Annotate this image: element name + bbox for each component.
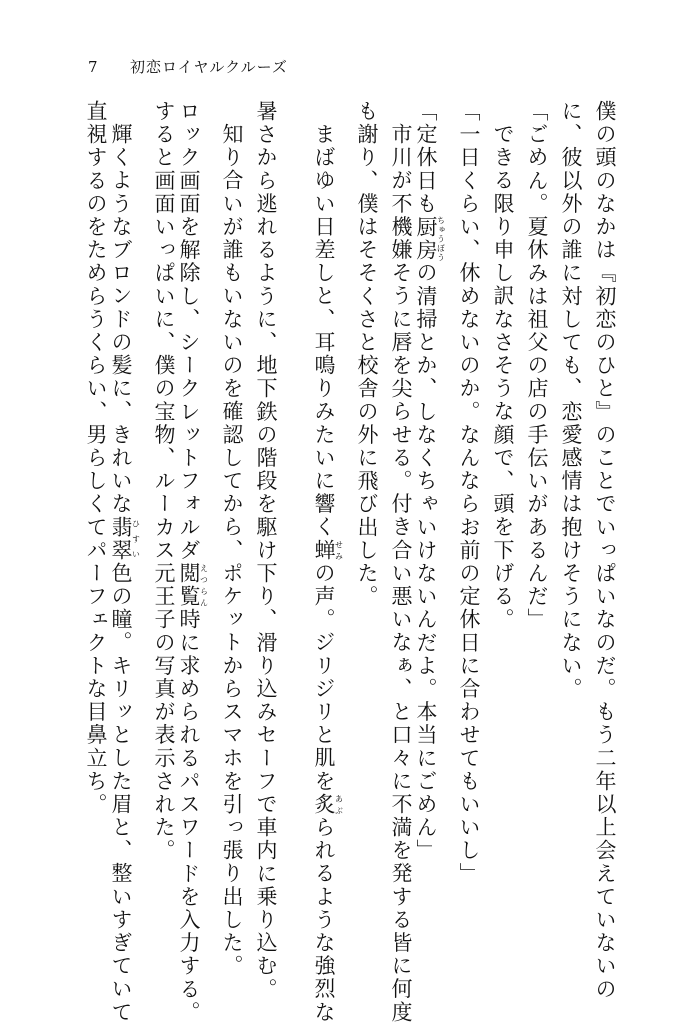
text-line: 僕の頭のなかは『初恋のひと』のことでいっぱいなのだ。もう二年以上会えていないの: [593, 100, 617, 1001]
text-line: 知り合いが誰もいないのを確認してから、ポケットからスマホを引っ張り出した。: [220, 123, 244, 978]
text-line: ロック画面を解除し、シークレットフォルダ閲覧えつらん時に求められるパスワードを入力する。: [177, 100, 209, 1024]
text-line: 「一日くらい、休めないのか。なんならお前の定休日に合わせてもいいし」: [457, 100, 481, 886]
book-title: 初恋ロイヤルクルーズ: [130, 58, 288, 76]
text-line: すると画面いっぱいに、僕の宝物、ルーカス元王子の写真が表示された。: [152, 100, 176, 863]
text-line: 市川が不機嫌そうに唇を尖らせる。付き合い悪いなぁ、と口々に不満を発する皆に何度: [389, 123, 413, 1024]
text-line: も謝り、僕はそそくさと校舎の外に飛び出した。: [355, 100, 379, 609]
furigana: 閲覧えつらん: [177, 562, 209, 609]
text-line: 暑さから逃れるように、地下鉄の階段を駆け下り、滑り込みセーフで車内に乗り込む。: [254, 100, 278, 1001]
running-head: [88, 56, 288, 77]
text-line: 直視するのをためらうくらい、男らしくてパーフェクトな目鼻立ち。: [84, 100, 108, 817]
text-line: に、彼以外の誰に対しても、恋愛感情は抱けそうにない。: [559, 100, 583, 701]
vertical-text-block: [72, 100, 617, 1024]
text-line: できる限り申し訳なさそうな顔で、頭を下げる。: [491, 123, 515, 632]
text-line: まばゆい日差しと、耳鳴りみたいに響く蝉せみの声。ジリジリと肌を炙あぶられるような強烈な: [312, 123, 344, 1024]
furigana: 蝉せみ: [312, 538, 344, 562]
page-number: 7: [88, 58, 98, 76]
text-line: 輝くようなブロンドの髪に、きれいな翡翠ひすい色の瞳。キリッとした眉と、整いすぎていて: [109, 123, 141, 1024]
furigana: 炙あぶ: [312, 792, 344, 817]
text-line: 「定休日も厨房ちゅうぼうの清掃とか、しなくちゃいけないんだよ。本当にごめん」: [414, 100, 446, 863]
furigana: 厨房ちゅうぼう: [414, 215, 446, 262]
furigana: 翡翠ひすい: [109, 515, 141, 562]
text-line: 「ごめん。夏休みは祖父の店の手伝いがあるんだ」: [525, 100, 549, 632]
